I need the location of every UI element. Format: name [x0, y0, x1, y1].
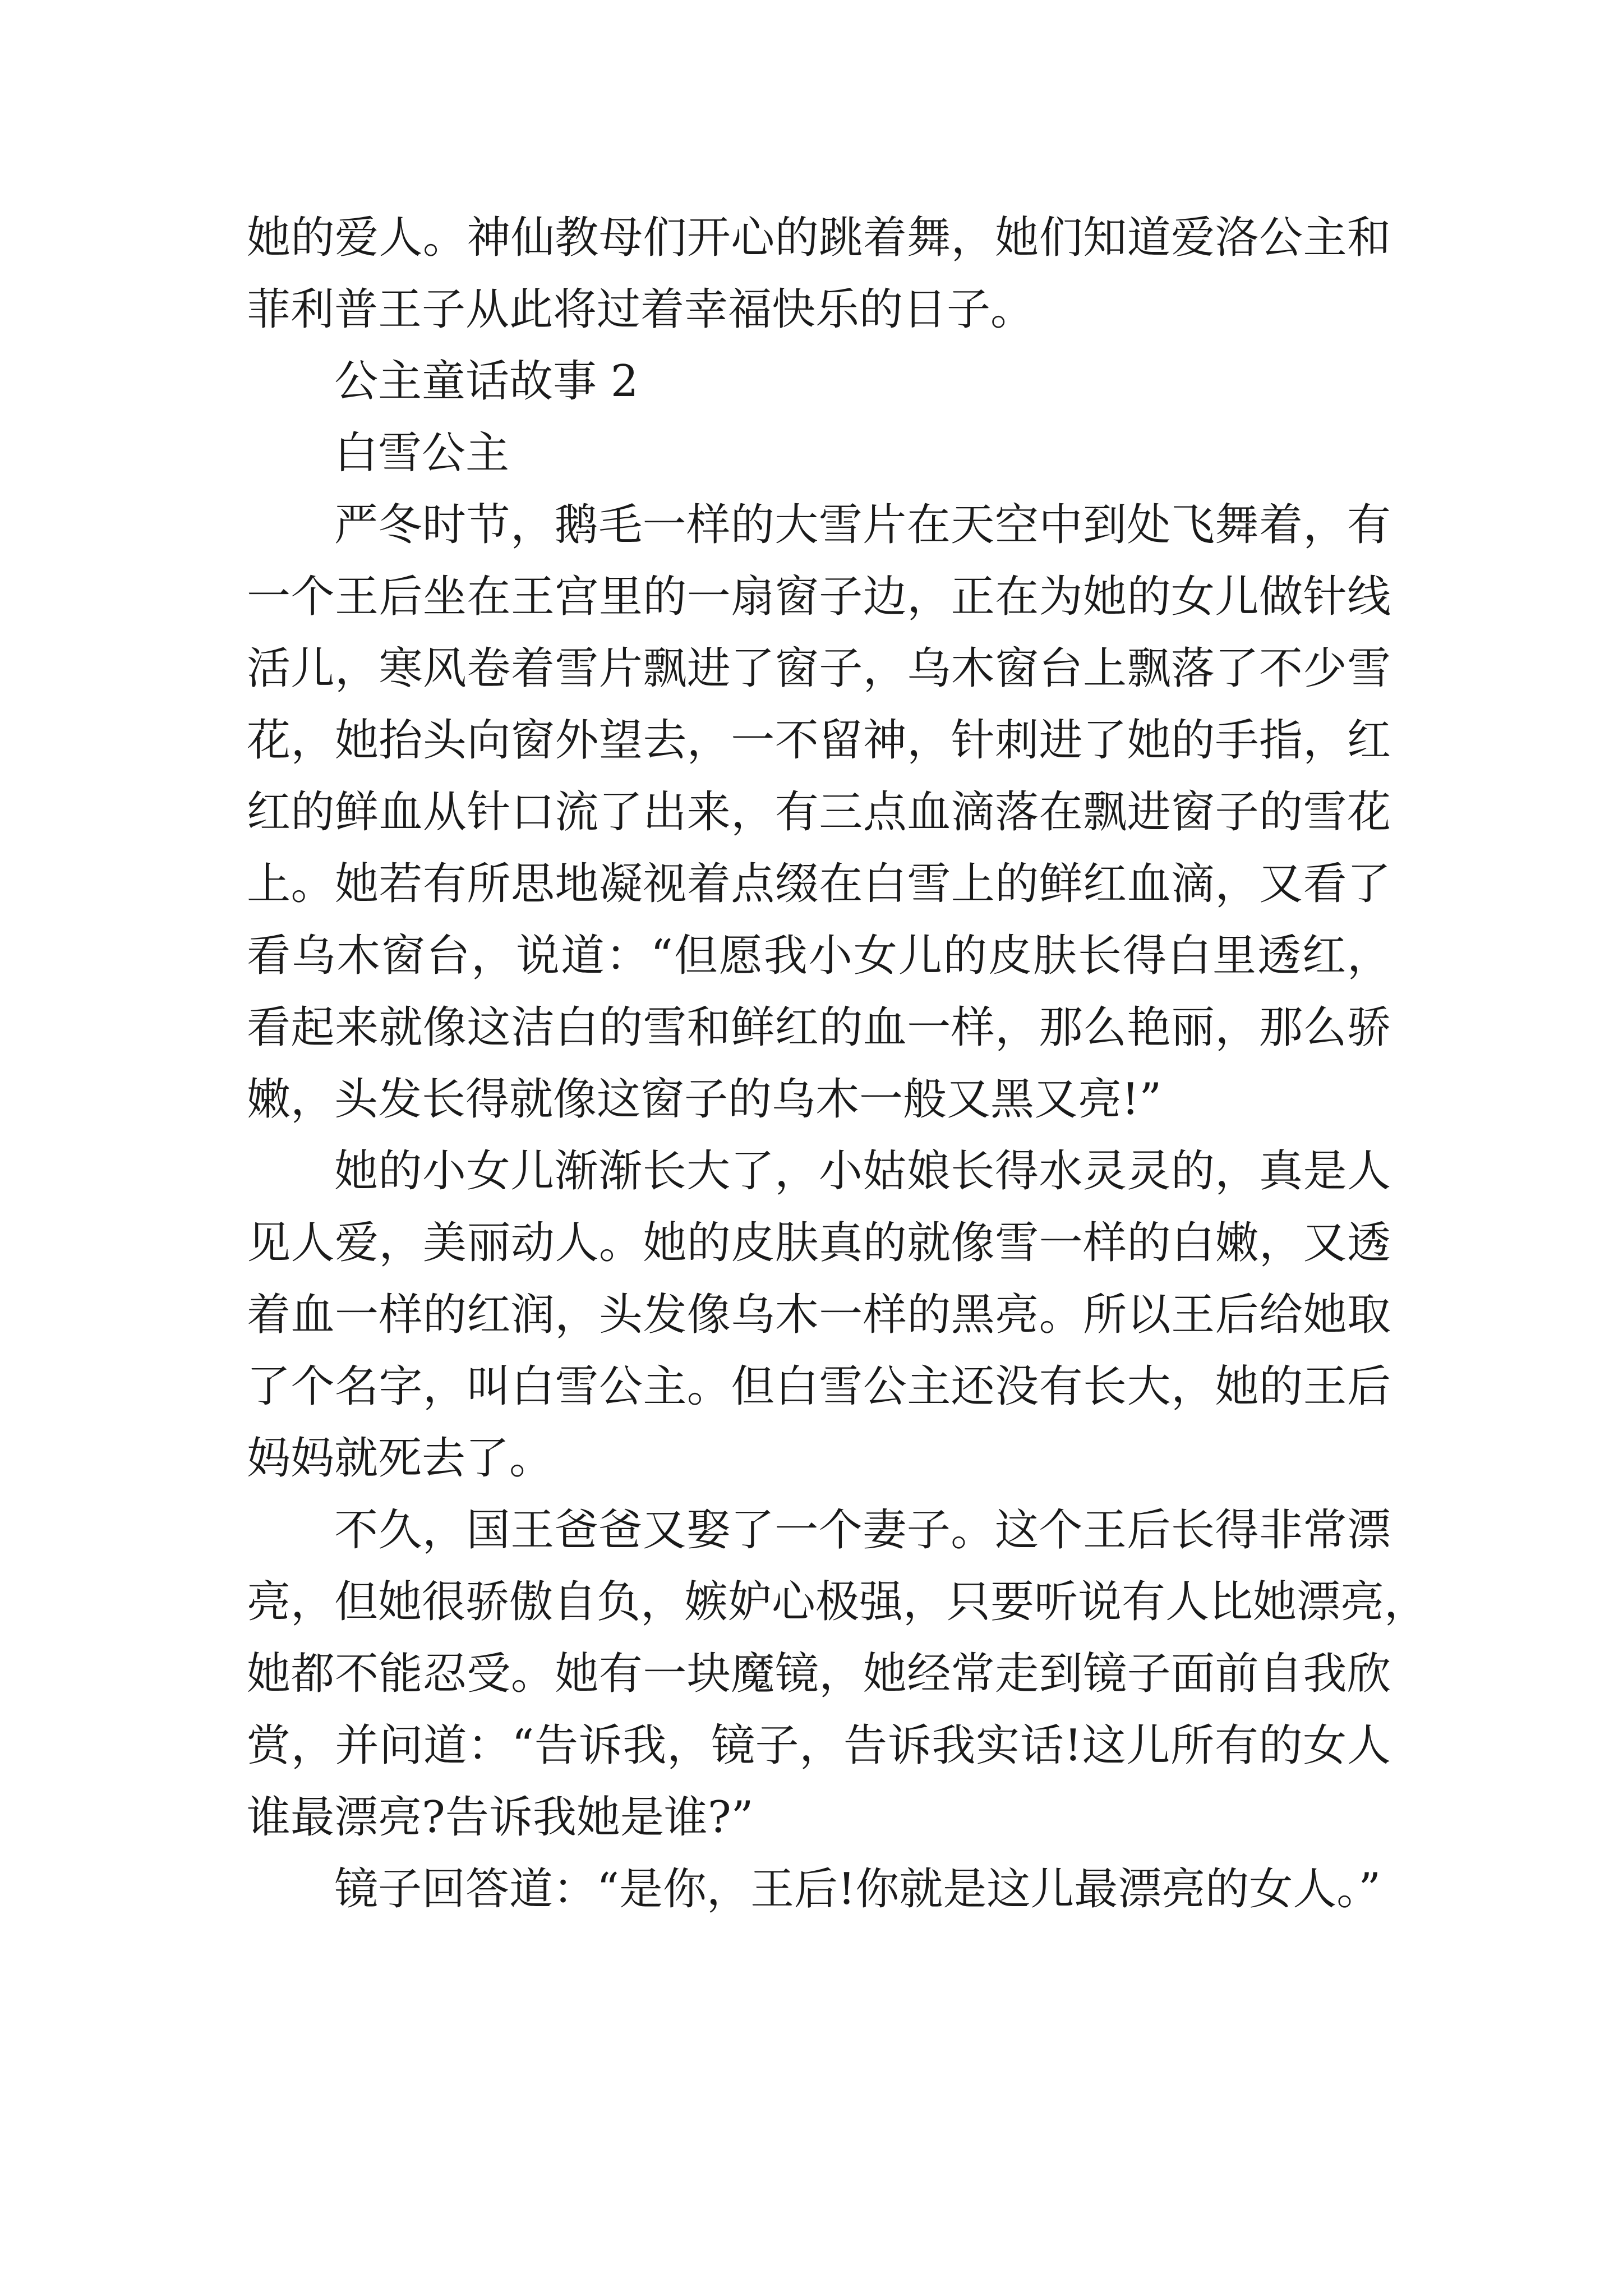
text-line: 看起来就像这洁白的雪和鲜红的血一样，那么艳丽，那么骄	[247, 1002, 1391, 1053]
text-line: 妈妈就死去了。	[247, 1433, 554, 1484]
text-line: 她的小女儿渐渐长大了，小姑娘长得水灵灵的，真是人	[334, 1146, 1391, 1197]
text-line: 红的鲜血从针口流了出来，有三点血滴落在飘进窗子的雪花	[247, 787, 1391, 838]
text-line: 了个名字，叫白雪公主。但白雪公主还没有长大，她的王后	[247, 1361, 1391, 1412]
text-line: 她的爱人。神仙教母们开心的跳着舞，她们知道爱洛公主和	[247, 213, 1391, 263]
text-line: 花，她抬头向窗外望去，一不留神，针刺进了她的手指，红	[247, 715, 1391, 766]
text-line: 亮，但她很骄傲自负，嫉妒心极强，只要听说有人比她漂亮，	[247, 1577, 1428, 1627]
text-line: 赏，并问道：“告诉我，镜子，告诉我实话!这儿所有的女人	[247, 1720, 1391, 1771]
text-line: 见人爱，美丽动人。她的皮肤真的就像雪一样的白嫩，又透	[247, 1218, 1391, 1268]
text-line: 镜子回答道：“是你，王后!你就是这儿最漂亮的女人。”	[334, 1864, 1381, 1915]
text-line: 着血一样的红润，头发像乌木一样的黑亮。所以王后给她取	[247, 1290, 1391, 1340]
text-line: 一个王后坐在王宫里的一扇窗子边，正在为她的女儿做针线	[247, 572, 1391, 622]
text-line: 严冬时节，鹅毛一样的大雪片在天空中到处飞舞着，有	[334, 500, 1391, 550]
text-line: 嫩，头发长得就像这窗子的乌木一般又黑又亮!”	[247, 1074, 1162, 1125]
text-line: 她都不能忍受。她有一块魔镜，她经常走到镜子面前自我欣	[247, 1649, 1391, 1699]
document-body	[247, 202, 1428, 1925]
text-line: 菲利普王子从此将过着幸福快乐的日子。	[247, 284, 1035, 335]
text-line: 看乌木窗台，说道：“但愿我小女儿的皮肤长得白里透红，	[247, 931, 1391, 981]
text-line: 谁最漂亮?告诉我她是谁?”	[247, 1792, 754, 1843]
text-line: 活儿，寒风卷着雪片飘进了窗子，乌木窗台上飘落了不少雪	[247, 643, 1391, 694]
text-line: 不久，国王爸爸又娶了一个妻子。这个王后长得非常漂	[334, 1505, 1391, 1556]
section-heading: 公主童话故事 2	[334, 356, 639, 407]
text-line: 上。她若有所思地凝视着点缀在白雪上的鲜红血滴，又看了	[247, 859, 1391, 909]
story-title: 白雪公主	[334, 428, 510, 478]
